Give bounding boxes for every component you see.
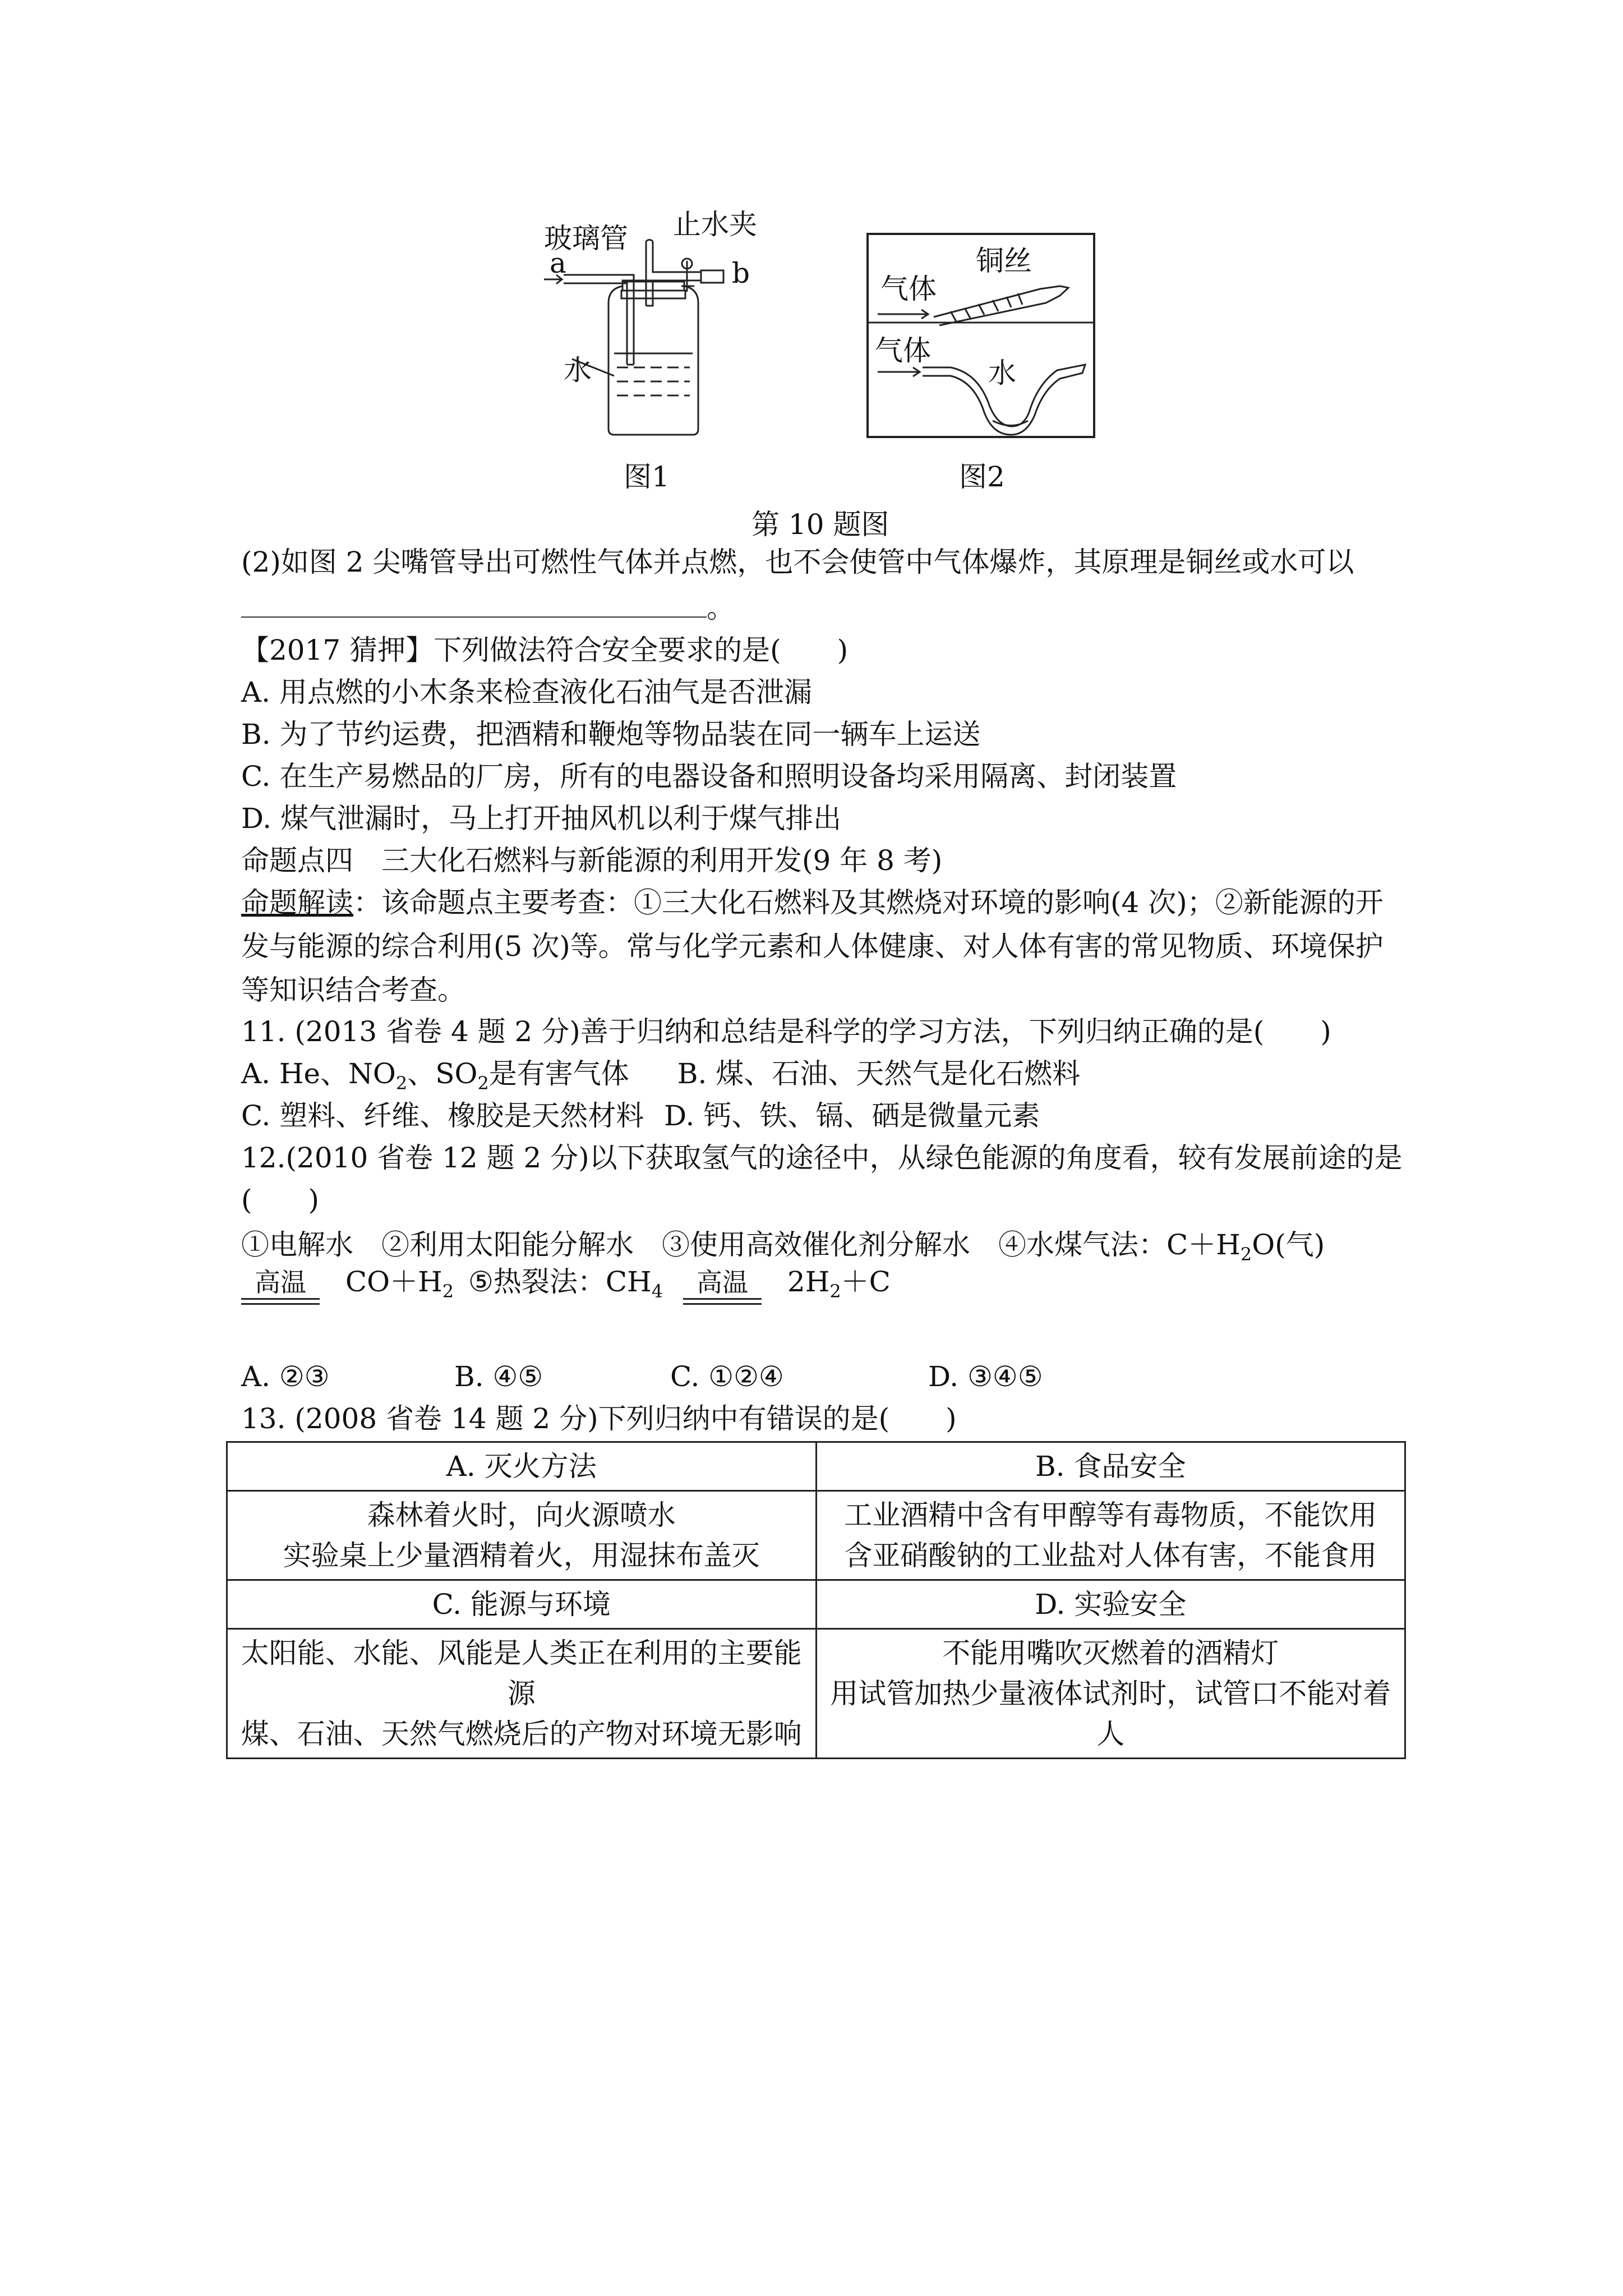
fig2-caption: 图2: [959, 461, 1005, 493]
fig2-label-gas-bottom: 气体: [875, 334, 931, 367]
table-head-c: C. 能源与环境: [227, 1580, 817, 1629]
guess-option-a: A. 用点燃的小木条来检查液化石油气是否泄漏: [241, 676, 812, 708]
topic4-reading-label: 命题解读: [241, 886, 353, 919]
q12-stem: 12.(2010 省卷 12 题 2 分)以下获取氢气的途径中，从绿色能源的角度看，较有发展前途的是: [241, 1142, 1403, 1174]
fig1-label-b: b: [732, 257, 750, 289]
method-5: ⑤热裂法：$CH_4$: [468, 1266, 663, 1302]
guess-option-b: B. 为了节约运费，把酒精和鞭炮等物品装在同一辆车上运送: [241, 718, 981, 751]
fig1-label-clamp: 止水夹: [673, 208, 757, 241]
q13-table: [226, 1441, 1406, 1759]
q13-stem: 13. (2008 省卷 14 题 2 分)下列归纳中有错误的是( ): [241, 1402, 957, 1435]
fig1-label-a: a: [550, 247, 566, 279]
figure-title: 第 10 题图: [751, 508, 889, 541]
q12-option-a: A. ②③: [241, 1360, 330, 1393]
q12-option-b: B. ④⑤: [454, 1360, 543, 1393]
q11-stem: 11. (2013 省卷 4 题 2 分)善于归纳和总结是科学的学习方法，下列归纳正确的是( ): [241, 1015, 1331, 1048]
q12-option-c: C. ①②④: [670, 1360, 784, 1393]
guess-option-c: C. 在生产易燃品的厂房，所有的电器设备和照明设备均采用隔离、封闭装置: [241, 760, 1177, 793]
topic4-heading: 命题点四 三大化石燃料与新能源的利用开发(9 年 8 考): [241, 844, 943, 877]
topic4-reading: [241, 881, 1408, 1012]
fig2-label-water: 水: [988, 357, 1016, 389]
q10-part2-text: (2)如图 2 尖嘴管导出可燃性气体并点燃，也不会使管中气体爆炸，其原理是铜丝或水可以: [241, 546, 1354, 578]
fig2-label-gas-top: 气体: [880, 273, 937, 305]
table-cell-a: 森林着火时，向火源喷水 实验桌上少量酒精着火，用湿抹布盖灭: [227, 1491, 817, 1580]
q12-paren: ( ): [241, 1184, 320, 1216]
q11-option-a: A. He、$NO_2$、$SO_2$是有害气体: [241, 1057, 629, 1094]
fig1-label-glass-tube: 玻璃管: [544, 222, 628, 255]
table-head-d: D. 实验安全: [816, 1580, 1405, 1629]
table-cell-d: 不能用嘴吹灭燃着的酒精灯 用试管加热少量液体试剂时，试管口不能对着人: [816, 1629, 1405, 1759]
topic4-reading-text: ：该命题点主要考查：①三大化石燃料及其燃烧对环境的影响(4 次)；②新能源的开发与能源的综合利用(5 次)等。常与化学元素和人体健康、对人体有害的常见物质、环境保护等知识结合考查。: [241, 886, 1384, 1006]
reaction-condition-2: 高温: [683, 1268, 762, 1305]
answer-blank[interactable]: [241, 594, 707, 618]
table-head-a: A. 灭火方法: [227, 1442, 817, 1491]
fig1-label-water: 水: [564, 354, 592, 386]
table-head-b: B. 食品安全: [816, 1442, 1405, 1491]
table-cell-b: 工业酒精中含有甲醇等有毒物质，不能饮用 含亚硝酸钠的工业盐对人体有害，不能食用: [816, 1491, 1405, 1580]
reaction-condition-1: 高温: [241, 1268, 320, 1305]
q10-part2-answer-line: [241, 589, 735, 627]
fig2-label-copper: 铜丝: [976, 245, 1032, 277]
q12-equations: [241, 1265, 891, 1308]
table-cell-c: 太阳能、水能、风能是人类正在利用的主要能源 煤、石油、天然气燃烧后的产物对环境无影响: [227, 1629, 817, 1759]
guess-stem: 【2017 猜押】下列做法符合安全要求的是( ): [241, 634, 849, 666]
q12-methods: ①电解水 ②利用太阳能分解水 ③使用高效催化剂分解水 ④水煤气法：$C+H_2O$(气): [241, 1228, 1325, 1265]
q11-options-row2: [241, 1097, 1040, 1135]
product-2: $2H_2+C$: [787, 1266, 891, 1302]
q11-options-row1: [241, 1055, 1080, 1102]
product-1: $CO+H_2$: [345, 1266, 454, 1302]
q11-option-d: D. 钙、铁、镉、硒是微量元素: [664, 1099, 1040, 1132]
q12-options: [241, 1358, 1043, 1396]
q10-part2-end: 。: [707, 592, 735, 624]
q10-part2-stem: [241, 543, 1354, 581]
guess-option-d: D. 煤气泄漏时，马上打开抽风机以利于煤气排出: [241, 802, 842, 835]
q12-option-d: D. ③④⑤: [928, 1360, 1043, 1393]
q11-option-b: B. 煤、石油、天然气是化石燃料: [677, 1057, 1081, 1090]
fig1-caption: 图1: [624, 461, 670, 493]
q11-option-c: C. 塑料、纤维、橡胶是天然材料: [241, 1099, 644, 1132]
